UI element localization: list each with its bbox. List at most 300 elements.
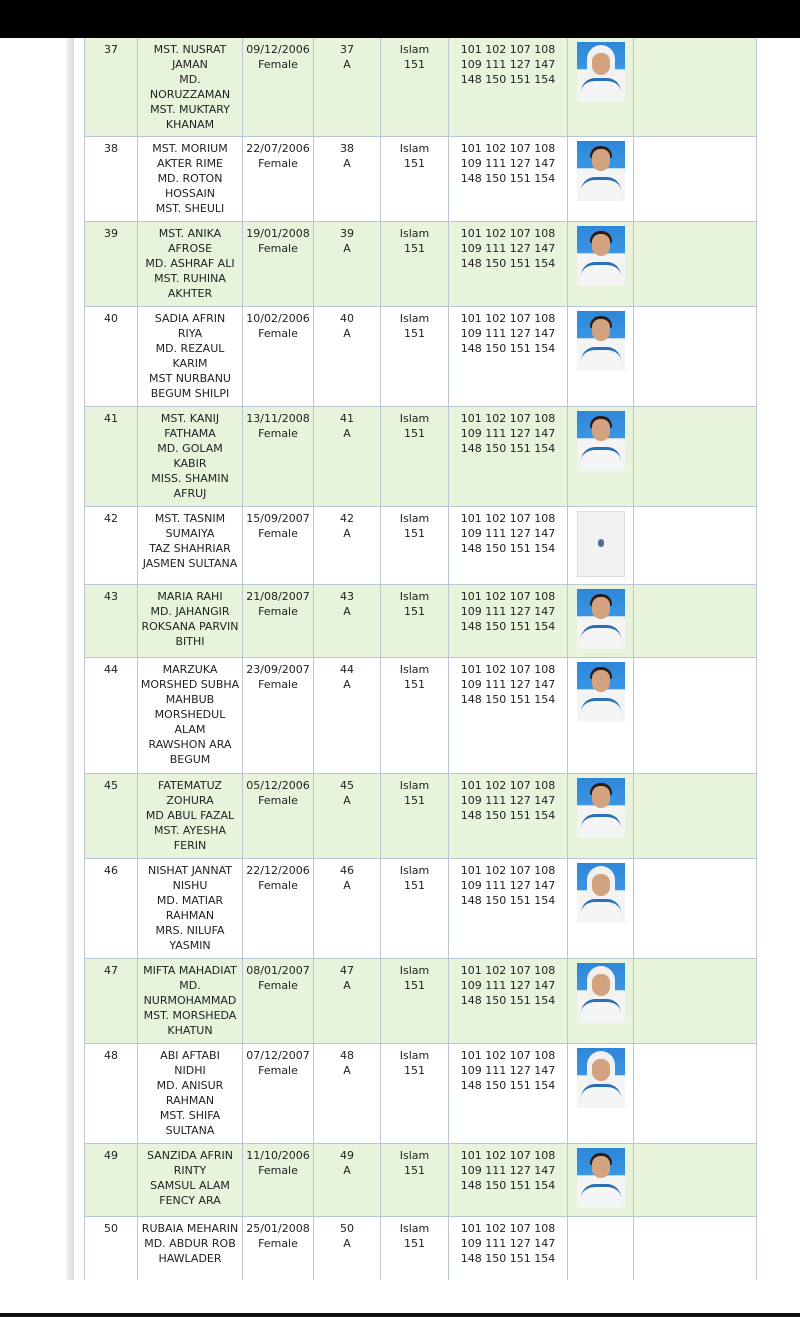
subject-codes: 101 102 107 108	[460, 779, 556, 792]
subjects-cell	[449, 137, 568, 222]
religion-code: 151	[404, 1064, 425, 1077]
subject-codes: 101 102 107 108	[460, 312, 556, 325]
name-line: HAWLADER	[158, 1252, 222, 1265]
serial-cell	[85, 859, 138, 959]
subject-codes: 148 150 151 154	[460, 542, 556, 555]
table-row	[85, 38, 757, 137]
serial-cell	[85, 585, 138, 658]
subject-codes: 109 111 127 147	[460, 157, 556, 170]
name-line: MST. SHEULI	[155, 202, 225, 215]
name-line: KHANAM	[165, 118, 215, 131]
serial-number: 38	[104, 142, 118, 155]
names-cell	[138, 1144, 243, 1217]
roll-group-cell	[314, 407, 381, 507]
name-line: AKTER RIME	[156, 157, 224, 170]
subject-codes: 101 102 107 108	[460, 964, 556, 977]
table-row	[85, 407, 757, 507]
table-row	[85, 859, 757, 959]
table-row	[85, 1144, 757, 1217]
serial-number: 50	[104, 1222, 118, 1235]
serial-cell	[85, 137, 138, 222]
name-line: KARIM	[172, 357, 208, 370]
names-cell	[138, 774, 243, 859]
name-line: MIFTA MAHADIAT	[143, 964, 237, 977]
name-line: MORSHED SUBHA	[140, 678, 240, 691]
date-of-birth: 10/02/2006	[246, 312, 310, 325]
subject-codes: 101 102 107 108	[460, 663, 556, 676]
roll-number: 41	[340, 412, 354, 425]
gender: Female	[258, 1064, 298, 1077]
date-of-birth: 25/01/2008	[246, 1222, 310, 1235]
gender: Female	[258, 1237, 298, 1250]
names-cell	[138, 1044, 243, 1144]
subject-codes: 109 111 127 147	[460, 327, 556, 340]
serial-cell	[85, 774, 138, 859]
name-line: MD. JAHANGIR	[150, 605, 230, 618]
subjects-cell	[449, 38, 568, 137]
religion-cell	[381, 959, 449, 1044]
dob-gender-cell	[243, 959, 314, 1044]
student-photo	[577, 511, 625, 577]
date-of-birth: 23/09/2007	[246, 663, 310, 676]
subject-codes: 101 102 107 108	[460, 1149, 556, 1162]
group: A	[343, 794, 351, 807]
name-line: FATHAMA	[164, 427, 216, 440]
name-line: SANZIDA AFRIN	[147, 1149, 233, 1162]
names-cell	[138, 1217, 243, 1281]
roll-group-cell	[314, 774, 381, 859]
subjects-cell	[449, 1144, 568, 1217]
serial-cell	[85, 38, 138, 137]
subjects-cell	[449, 774, 568, 859]
bottom-divider	[0, 1313, 800, 1317]
name-line: KHATUN	[167, 1024, 213, 1037]
dob-gender-cell	[243, 774, 314, 859]
photo-cell	[568, 507, 634, 585]
subject-codes: 148 150 151 154	[460, 1079, 556, 1092]
roll-number: 39	[340, 227, 354, 240]
table-row	[85, 585, 757, 658]
roll-group-cell	[314, 1144, 381, 1217]
subject-codes: 148 150 151 154	[460, 342, 556, 355]
religion-code: 151	[404, 879, 425, 892]
name-line: MST. ANIKA	[158, 227, 222, 240]
roll-group-cell	[314, 1217, 381, 1281]
gender: Female	[258, 157, 298, 170]
roll-group-cell	[314, 507, 381, 585]
name-line: SAMSUL ALAM	[150, 1179, 230, 1192]
name-line: AKHTER	[167, 287, 213, 300]
names-cell	[138, 585, 243, 658]
blank-cell	[634, 407, 757, 507]
name-line: MD. GOLAM	[157, 442, 223, 455]
dob-gender-cell	[243, 137, 314, 222]
religion-cell	[381, 585, 449, 658]
religion-code: 151	[404, 58, 425, 71]
roll-group-cell	[314, 658, 381, 774]
student-photo	[577, 1048, 625, 1108]
name-line: MST. RUHINA	[154, 272, 226, 285]
name-line: MD. REZAUL	[155, 342, 225, 355]
religion: Islam	[399, 1049, 430, 1062]
table-row	[85, 1217, 757, 1281]
blank-cell	[634, 959, 757, 1044]
names-cell	[138, 38, 243, 137]
names-cell	[138, 859, 243, 959]
group: A	[343, 157, 351, 170]
gender: Female	[258, 1164, 298, 1177]
table-row	[85, 507, 757, 585]
serial-number: 42	[104, 512, 118, 525]
serial-number: 43	[104, 590, 118, 603]
group: A	[343, 1064, 351, 1077]
religion-cell	[381, 507, 449, 585]
blank-cell	[634, 1044, 757, 1144]
dob-gender-cell	[243, 407, 314, 507]
date-of-birth: 05/12/2006	[246, 779, 310, 792]
gender: Female	[258, 427, 298, 440]
subject-codes: 109 111 127 147	[460, 979, 556, 992]
name-line: MST. SHIFA	[159, 1109, 221, 1122]
subject-codes: 148 150 151 154	[460, 172, 556, 185]
roll-number: 40	[340, 312, 354, 325]
name-line: NIDHI	[174, 1064, 206, 1077]
name-line: MD. ASHRAF ALI	[145, 257, 235, 270]
blank-cell	[634, 774, 757, 859]
subjects-cell	[449, 507, 568, 585]
religion: Islam	[399, 142, 430, 155]
table-row	[85, 222, 757, 307]
photo-cell	[568, 307, 634, 407]
date-of-birth: 13/11/2008	[246, 412, 310, 425]
religion: Islam	[399, 964, 430, 977]
blank-cell	[634, 1144, 757, 1217]
student-photo	[577, 963, 625, 1023]
name-line: FENCY ARA	[159, 1194, 221, 1207]
religion-cell	[381, 658, 449, 774]
roll-number: 49	[340, 1149, 354, 1162]
dob-gender-cell	[243, 307, 314, 407]
religion-cell	[381, 1217, 449, 1281]
subject-codes: 109 111 127 147	[460, 58, 556, 71]
name-line: MST. MORSHEDA	[143, 1009, 237, 1022]
subject-codes: 109 111 127 147	[460, 1164, 556, 1177]
name-line: MST. TASNIM	[154, 512, 226, 525]
name-line: NISHAT JANNAT	[147, 864, 233, 877]
gender: Female	[258, 979, 298, 992]
name-line: KABIR	[173, 457, 207, 470]
religion-code: 151	[404, 794, 425, 807]
serial-cell	[85, 1044, 138, 1144]
blank-cell	[634, 859, 757, 959]
subjects-cell	[449, 658, 568, 774]
roll-group-cell	[314, 1044, 381, 1144]
religion-cell	[381, 1144, 449, 1217]
subjects-cell	[449, 222, 568, 307]
gender: Female	[258, 879, 298, 892]
photo-cell	[568, 1217, 634, 1281]
subjects-cell	[449, 1217, 568, 1281]
group: A	[343, 879, 351, 892]
subject-codes: 148 150 151 154	[460, 894, 556, 907]
name-line: MORSHEDUL	[154, 708, 226, 721]
bottom-area	[0, 1280, 800, 1317]
blank-cell	[634, 38, 757, 137]
blank-cell	[634, 222, 757, 307]
religion: Islam	[399, 779, 430, 792]
subject-codes: 101 102 107 108	[460, 227, 556, 240]
roll-number: 42	[340, 512, 354, 525]
subjects-cell	[449, 859, 568, 959]
name-line: ZOHURA	[166, 794, 214, 807]
religion-code: 151	[404, 605, 425, 618]
page-shadow	[66, 38, 74, 1280]
date-of-birth: 21/08/2007	[246, 590, 310, 603]
name-line: RAWSHON ARA	[148, 738, 232, 751]
roll-number: 43	[340, 590, 354, 603]
table-row	[85, 307, 757, 407]
serial-number: 49	[104, 1149, 118, 1162]
dob-gender-cell	[243, 1044, 314, 1144]
dob-gender-cell	[243, 1144, 314, 1217]
group: A	[343, 979, 351, 992]
serial-number: 39	[104, 227, 118, 240]
date-of-birth: 08/01/2007	[246, 964, 310, 977]
religion: Islam	[399, 864, 430, 877]
subjects-cell	[449, 585, 568, 658]
subject-codes: 109 111 127 147	[460, 678, 556, 691]
photo-cell	[568, 137, 634, 222]
subjects-cell	[449, 1044, 568, 1144]
religion: Islam	[399, 1222, 430, 1235]
religion: Islam	[399, 1149, 430, 1162]
group: A	[343, 678, 351, 691]
name-line: MAHBUB	[165, 693, 215, 706]
religion: Islam	[399, 227, 430, 240]
names-cell	[138, 658, 243, 774]
name-line: ABI AFTABI	[160, 1049, 220, 1062]
subject-codes: 109 111 127 147	[460, 427, 556, 440]
serial-cell	[85, 307, 138, 407]
table-row	[85, 959, 757, 1044]
religion: Islam	[399, 312, 430, 325]
religion-cell	[381, 137, 449, 222]
dob-gender-cell	[243, 222, 314, 307]
name-line: MD. ANISUR	[156, 1079, 224, 1092]
name-line: ROKSANA PARVIN	[141, 620, 239, 633]
blank-cell	[634, 1217, 757, 1281]
roll-group-cell	[314, 959, 381, 1044]
name-line: MRS. NILUFA	[155, 924, 225, 937]
subject-codes: 101 102 107 108	[460, 864, 556, 877]
student-photo	[577, 42, 625, 102]
name-line: BEGUM	[169, 753, 211, 766]
name-line: MST NURBANU	[149, 372, 231, 385]
name-line: SUMAIYA	[165, 527, 215, 540]
blank-cell	[634, 658, 757, 774]
serial-number: 46	[104, 864, 118, 877]
serial-number: 48	[104, 1049, 118, 1062]
roll-number: 38	[340, 142, 354, 155]
religion-cell	[381, 222, 449, 307]
serial-cell	[85, 407, 138, 507]
dob-gender-cell	[243, 859, 314, 959]
subject-codes: 101 102 107 108	[460, 512, 556, 525]
group: A	[343, 1237, 351, 1250]
religion: Islam	[399, 590, 430, 603]
names-cell	[138, 307, 243, 407]
names-cell	[138, 222, 243, 307]
dob-gender-cell	[243, 1217, 314, 1281]
serial-cell	[85, 959, 138, 1044]
student-photo	[577, 662, 625, 722]
student-photo	[577, 778, 625, 838]
group: A	[343, 58, 351, 71]
names-cell	[138, 407, 243, 507]
name-line: MD. ROTON	[157, 172, 223, 185]
name-line: BITHI	[175, 635, 205, 648]
name-line: MD ABUL FAZAL	[145, 809, 235, 822]
name-line: RUBAIA MEHARIN	[141, 1222, 239, 1235]
religion: Islam	[399, 412, 430, 425]
table-row	[85, 1044, 757, 1144]
blank-cell	[634, 585, 757, 658]
student-photo	[577, 1148, 625, 1208]
serial-number: 45	[104, 779, 118, 792]
subject-codes: 109 111 127 147	[460, 527, 556, 540]
subject-codes: 101 102 107 108	[460, 142, 556, 155]
table-row	[85, 137, 757, 222]
dob-gender-cell	[243, 658, 314, 774]
name-line: AFRUJ	[173, 487, 207, 500]
name-line: FATEMATUZ	[158, 779, 222, 792]
subject-codes: 101 102 107 108	[460, 412, 556, 425]
religion-cell	[381, 307, 449, 407]
date-of-birth: 22/07/2006	[246, 142, 310, 155]
roll-group-cell	[314, 585, 381, 658]
gender: Female	[258, 794, 298, 807]
name-line: MST. AYESHA	[154, 824, 226, 837]
photo-cell	[568, 959, 634, 1044]
roll-number: 48	[340, 1049, 354, 1062]
religion-cell	[381, 859, 449, 959]
names-cell	[138, 507, 243, 585]
date-of-birth: 11/10/2006	[246, 1149, 310, 1162]
subject-codes: 148 150 151 154	[460, 620, 556, 633]
subject-codes: 109 111 127 147	[460, 1064, 556, 1077]
religion-code: 151	[404, 979, 425, 992]
photo-cell	[568, 38, 634, 137]
religion-code: 151	[404, 1237, 425, 1250]
student-photo	[577, 863, 625, 923]
serial-number: 41	[104, 412, 118, 425]
photo-cell	[568, 585, 634, 658]
subject-codes: 101 102 107 108	[460, 590, 556, 603]
religion-code: 151	[404, 1164, 425, 1177]
name-line: YASMIN	[169, 939, 211, 952]
name-line: RINTY	[173, 1164, 207, 1177]
names-cell	[138, 137, 243, 222]
blank-cell	[634, 507, 757, 585]
gender: Female	[258, 605, 298, 618]
group: A	[343, 427, 351, 440]
roll-group-cell	[314, 222, 381, 307]
name-line: MARZUKA	[162, 663, 218, 676]
gender: Female	[258, 678, 298, 691]
student-photo	[577, 311, 625, 371]
subject-codes: 148 150 151 154	[460, 73, 556, 86]
serial-cell	[85, 222, 138, 307]
dob-gender-cell	[243, 585, 314, 658]
name-line: MARIA RAHI	[157, 590, 223, 603]
subject-codes: 148 150 151 154	[460, 442, 556, 455]
photo-cell	[568, 407, 634, 507]
name-line: JAMAN	[172, 58, 208, 71]
serial-number: 37	[104, 43, 118, 56]
subject-codes: 148 150 151 154	[460, 1252, 556, 1265]
name-line: MD. ABDUR ROB	[144, 1237, 236, 1250]
group: A	[343, 1164, 351, 1177]
name-line: SADIA AFRIN	[154, 312, 226, 325]
date-of-birth: 15/09/2007	[246, 512, 310, 525]
gender: Female	[258, 327, 298, 340]
photo-cell	[568, 1144, 634, 1217]
photo-cell	[568, 658, 634, 774]
subject-codes: 101 102 107 108	[460, 1222, 556, 1235]
religion-cell	[381, 774, 449, 859]
name-line: NURMOHAMMAD	[143, 994, 237, 1007]
gender: Female	[258, 58, 298, 71]
gender: Female	[258, 527, 298, 540]
blank-cell	[634, 307, 757, 407]
name-line: MD.	[179, 979, 201, 992]
date-of-birth: 22/12/2006	[246, 864, 310, 877]
subject-codes: 148 150 151 154	[460, 809, 556, 822]
student-photo	[577, 141, 625, 201]
subject-codes: 101 102 107 108	[460, 1049, 556, 1062]
name-line: RIYA	[177, 327, 203, 340]
religion-cell	[381, 407, 449, 507]
name-line: TAZ SHAHRIAR	[149, 542, 231, 555]
student-photo	[577, 226, 625, 286]
serial-number: 47	[104, 964, 118, 977]
roll-number: 44	[340, 663, 354, 676]
serial-number: 40	[104, 312, 118, 325]
religion-code: 151	[404, 678, 425, 691]
religion-code: 151	[404, 527, 425, 540]
name-line: MISS. SHAMIN	[151, 472, 229, 485]
name-line: MD.	[179, 73, 201, 86]
serial-cell	[85, 507, 138, 585]
name-line: MST. KANIJ	[160, 412, 220, 425]
gender: Female	[258, 242, 298, 255]
subject-codes: 148 150 151 154	[460, 994, 556, 1007]
subjects-cell	[449, 959, 568, 1044]
top-bar	[0, 0, 800, 38]
religion-cell	[381, 1044, 449, 1144]
name-line: MST. NUSRAT	[153, 43, 227, 56]
subject-codes: 148 150 151 154	[460, 693, 556, 706]
religion-code: 151	[404, 427, 425, 440]
subject-codes: 109 111 127 147	[460, 242, 556, 255]
name-line: JASMEN SULTANA	[142, 557, 238, 570]
name-line: MST. MORIUM	[152, 142, 228, 155]
name-line: MST. MUKTARY	[150, 103, 230, 116]
student-table	[84, 38, 757, 1280]
religion: Islam	[399, 512, 430, 525]
subject-codes: 109 111 127 147	[460, 1237, 556, 1250]
name-line: RAHMAN	[165, 909, 215, 922]
